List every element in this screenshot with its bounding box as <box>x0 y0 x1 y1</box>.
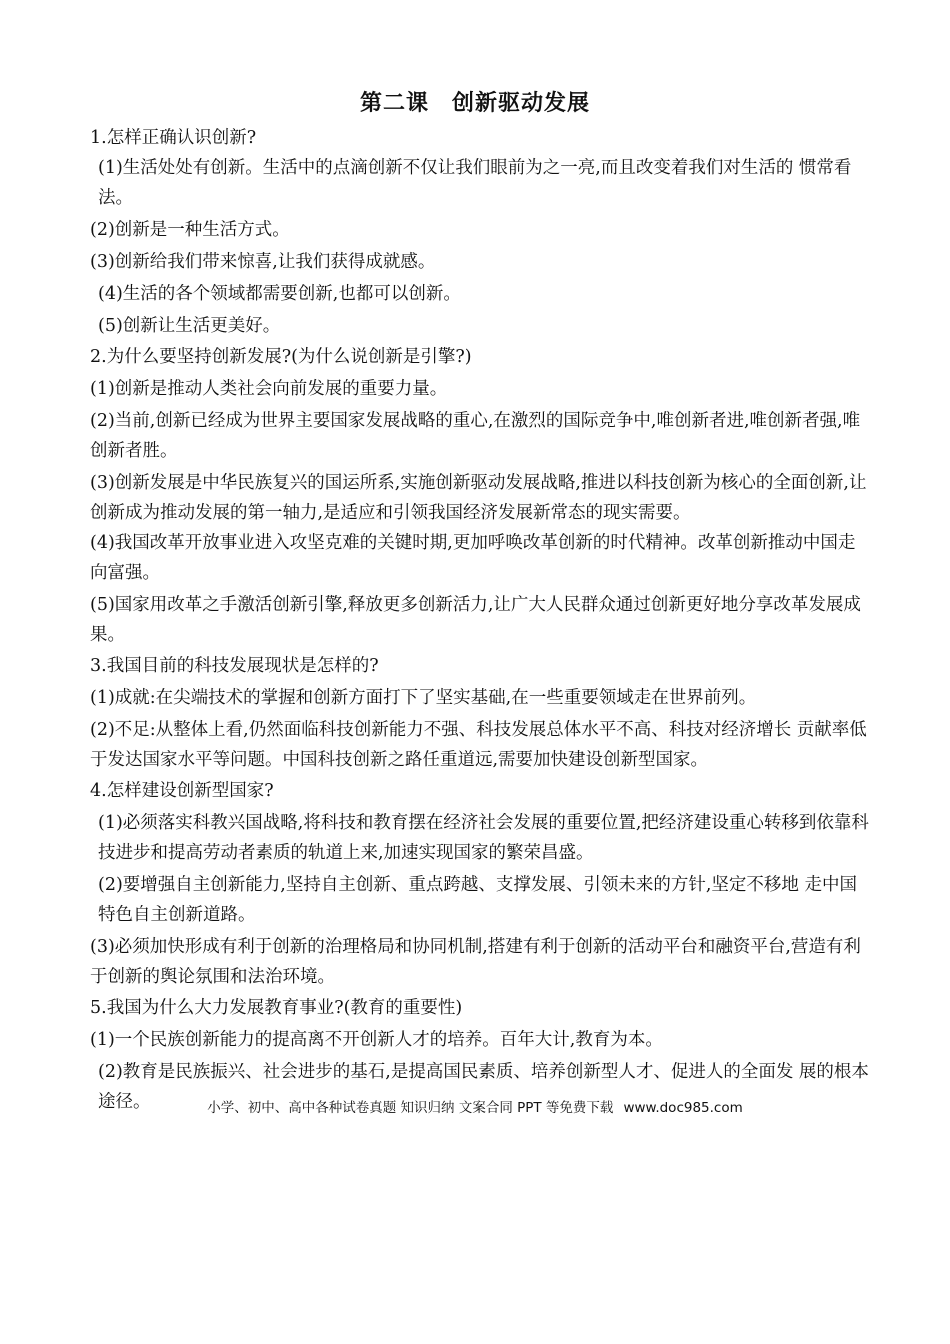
section-3 <box>90 651 870 775</box>
answer-item: (1)成就:在尖端技术的掌握和创新方面打下了坚实基础,在一些重要领域走在世界前列。 <box>90 688 757 708</box>
section-2 <box>90 342 870 650</box>
question-heading: 2.为什么要坚持创新发展?(为什么说创新是引擎?) <box>90 347 472 367</box>
answer-item: (1)创新是推动人类社会向前发展的重要力量。 <box>90 379 448 399</box>
question-heading: 1.怎样正确认识创新? <box>90 128 257 148</box>
section-4 <box>90 776 870 992</box>
footer-url-link[interactable]: www.doc985.com <box>623 1100 743 1116</box>
answer-item: (2)当前,创新已经成为世界主要国家发展战略的重心,在激烈的国际竞争中,唯创新者进,唯创新者强,唯创新者胜。 <box>90 411 861 461</box>
document-body <box>90 122 870 1117</box>
answer-item: (2)教育是民族振兴、社会进步的基石,是提高国民素质、培养创新型人才、促进人的全面发 展的根本途径。 <box>98 1062 869 1112</box>
answer-item: (1)生活处处有创新。生活中的点滴创新不仅让我们眼前为之一亮,而且改变着我们对生活的 惯常看法。 <box>98 158 852 208</box>
page-title: 第二课 创新驱动发展 <box>359 91 590 116</box>
answer-item: (4)我国改革开放事业进入攻坚克难的关键时期,更加呼唤改革创新的时代精神。改革创新推动中国走向富强。 <box>90 533 856 583</box>
section-1 <box>90 123 870 341</box>
answer-item: (5)创新让生活更美好。 <box>98 316 281 336</box>
answer-item: (3)创新给我们带来惊喜,让我们获得成就感。 <box>90 252 436 272</box>
page-footer <box>0 1096 950 1120</box>
answer-item: (2)不足:从整体上看,仍然面临科技创新能力不强、科技发展总体水平不高、科技对经济增长 贡献率低于发达国家水平等问题。中国科技创新之路任重道远,需要加快建设创新型国家。 <box>90 720 867 770</box>
answer-item: (3)必须加快形成有利于创新的治理格局和协同机制,搭建有利于创新的活动平台和融资平台,营造有利于创新的舆论氛围和法治环境。 <box>90 937 861 987</box>
question-heading: 4.怎样建设创新型国家? <box>90 781 274 801</box>
answer-item: (1)必须落实科教兴国战略,将科技和教育摆在经济社会发展的重要位置,把经济建设重心转移到依靠科技进步和提高劳动者素质的轨道上来,加速实现国家的繁荣昌盛。 <box>98 813 869 863</box>
answer-item: (3)创新发展是中华民族复兴的国运所系,实施创新驱动发展战略,推进以科技创新为核心的全面创新,让创新成为推动发展的第一轴力,是适应和引领我国经济发展新常态的现实需要。 <box>90 473 867 523</box>
answer-item: (1)一个民族创新能力的提高离不开创新人才的培养。百年大计,教育为本。 <box>90 1030 663 1050</box>
answer-item: (5)国家用改革之手激活创新引擎,释放更多创新活力,让广大人民群众通过创新更好地分享改革发展成果。 <box>90 595 861 645</box>
question-heading: 3.我国目前的科技发展现状是怎样的? <box>90 656 379 676</box>
answer-item: (2)要增强自主创新能力,坚持自主创新、重点跨越、支撑发展、引领未来的方针,坚定不移地 走中国特色自主创新道路。 <box>98 875 857 925</box>
question-heading: 5.我国为什么大力发展教育事业?(教育的重要性) <box>90 998 463 1018</box>
answer-item: (2)创新是一种生活方式。 <box>90 220 290 240</box>
answer-item: (4)生活的各个领域都需要创新,也都可以创新。 <box>98 284 461 304</box>
footer-text: 小学、初中、高中各种试卷真题 知识归纳 文案合同 PPT 等免费下载 <box>207 1100 614 1116</box>
